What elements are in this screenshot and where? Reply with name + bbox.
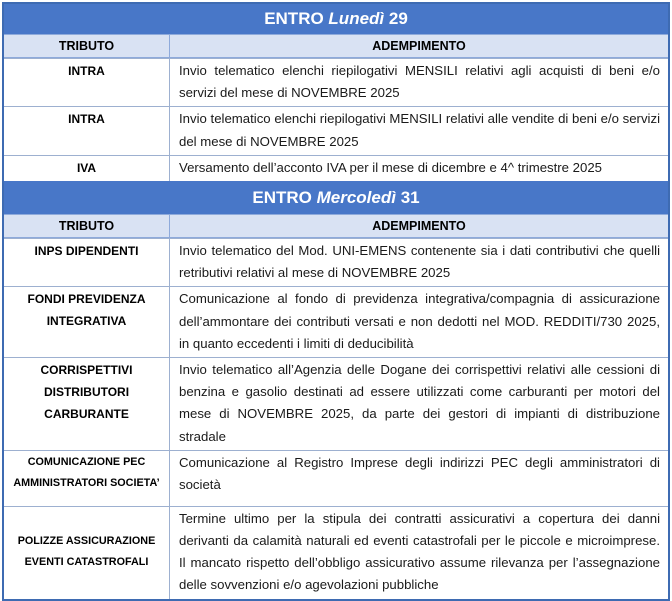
table-row bbox=[4, 357, 668, 450]
adempimento-cell: Invio telematico all’Agenzia delle Dogane dei corrispettivi relativi alle cessioni di benzina e gasolio destinati ad essere utilizzati come carburanti per motori del mese di NOVEMBRE 2025, da parte dei gestori di impianti di distribuzione stradale bbox=[179, 362, 660, 444]
adempimento-cell: Comunicazione al fondo di previdenza integrativa/compagnia di assicurazione dell’ammontare dei contributi versati e non dedotti nel MOD. REDDITI/730 2025, in quanto eccedenti i limiti di deducibilità bbox=[179, 291, 660, 351]
column-header-adempimento: ADEMPIMENTO bbox=[372, 39, 466, 53]
section-header-monday-29 bbox=[4, 4, 668, 34]
column-header-row bbox=[4, 214, 668, 238]
tributo-cell: IVA bbox=[4, 156, 170, 181]
adempimento-cell: Invio telematico elenchi riepilogativi MENSILI relativi agli acquisti di beni e/o servizi del mese di NOVEMBRE 2025 bbox=[179, 63, 660, 101]
table-row bbox=[4, 155, 668, 181]
table-row bbox=[4, 106, 668, 154]
section-header-wednesday-31 bbox=[4, 181, 668, 214]
section-title-day: Mercoledì bbox=[316, 188, 396, 208]
table-row bbox=[4, 286, 668, 357]
adempimento-cell: Comunicazione al Registro Imprese degli indirizzi PEC degli amministratori di società bbox=[179, 454, 660, 493]
column-header-row bbox=[4, 34, 668, 58]
column-header-tributo: TRIBUTO bbox=[4, 35, 170, 57]
adempimento-cell: Invio telematico elenchi riepilogativi MENSILI relativi alle vendite di beni e/o servizi del mese di NOVEMBRE 2025 bbox=[179, 111, 660, 149]
section-title-day: Lunedì bbox=[328, 9, 385, 28]
section-title-prefix: ENTRO bbox=[264, 9, 324, 28]
adempimento-cell: Termine ultimo per la stipula dei contratti assicurativi a copertura dei danni derivanti da calamità naturali ed eventi catastrofali per le piccole e microimprese. Il mancato rispetto dell’obbligo assicurativo assume rilevanza per l’assegnazione delle sovvenzioni e/o agevolazioni pubbliche bbox=[179, 510, 660, 593]
tax-deadlines-table bbox=[2, 2, 670, 601]
tributo-cell: COMUNICAZIONE PEC AMMINISTRATORI SOCIETA’ bbox=[4, 451, 170, 506]
tributo-cell: INTRA bbox=[4, 107, 170, 154]
section-title-number: 29 bbox=[388, 9, 408, 28]
table-row bbox=[4, 450, 668, 506]
tributo-cell: INTRA bbox=[4, 59, 170, 106]
column-header-adempimento: ADEMPIMENTO bbox=[372, 219, 466, 234]
tributo-cell: FONDI PREVIDENZA INTEGRATIVA bbox=[4, 287, 170, 357]
adempimento-cell: Versamento dell’acconto IVA per il mese di dicembre e 4^ trimestre 2025 bbox=[179, 159, 603, 175]
table-row bbox=[4, 506, 668, 599]
adempimento-cell: Invio telematico del Mod. UNI-EMENS contenente sia i dati contributivi che quelli retributivi relativi al mese di NOVEMBRE 2025 bbox=[179, 243, 660, 281]
table-row bbox=[4, 238, 668, 286]
column-header-tributo: TRIBUTO bbox=[4, 215, 170, 237]
tributo-cell: POLIZZE ASSICURAZIONE EVENTI CATASTROFALI bbox=[4, 507, 170, 599]
tributo-cell: INPS DIPENDENTI bbox=[4, 239, 170, 286]
section-title-number: 31 bbox=[400, 188, 420, 208]
section-title-prefix: ENTRO bbox=[252, 188, 312, 208]
tributo-cell: CORRISPETTIVI DISTRIBUTORI CARBURANTE bbox=[4, 358, 170, 450]
table-row bbox=[4, 58, 668, 106]
